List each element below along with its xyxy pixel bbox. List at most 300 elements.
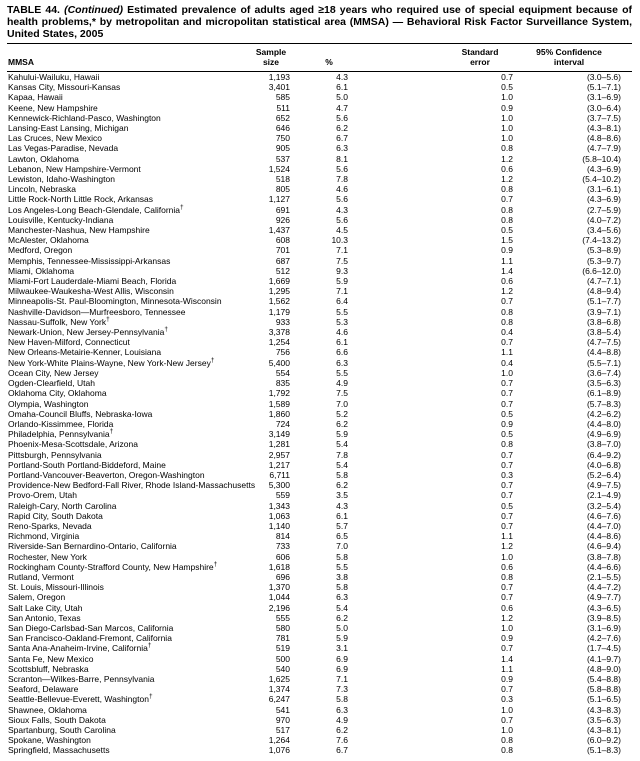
confidence-interval-cell: (5.7–8.3) (586, 398, 621, 409)
mmsa-cell: Nassau-Suffolk, New York† (8, 316, 110, 327)
standard-error-cell: 0.9 (501, 245, 513, 256)
column-header-ci-line1: 95% Confidence (536, 47, 602, 57)
percent-cell: 3.8 (336, 571, 348, 582)
percent-cell: 5.2 (336, 408, 348, 419)
sample-size-cell: 608 (275, 235, 290, 246)
confidence-interval-cell: (5.1–8.3) (586, 745, 621, 756)
standard-error-cell: 0.5 (501, 429, 513, 440)
mmsa-cell: New Orleans-Metairie-Kenner, Louisiana (8, 347, 162, 358)
percent-cell: 5.8 (336, 582, 348, 593)
table-row (7, 82, 632, 92)
table-row (7, 347, 632, 357)
standard-error-cell: 0.8 (501, 204, 513, 215)
sample-size-cell: 696 (275, 571, 290, 582)
confidence-interval-cell: (3.8–7.8) (586, 551, 621, 562)
sample-size-cell: 519 (275, 643, 290, 654)
table-row (7, 654, 632, 664)
percent-cell: 4.6 (336, 184, 348, 195)
percent-cell: 6.5 (336, 531, 348, 542)
standard-error-cell: 0.7 (501, 520, 513, 531)
standard-error-cell: 0.5 (501, 225, 513, 236)
sample-size-cell: 1,669 (268, 276, 290, 287)
percent-cell: 5.8 (336, 694, 348, 705)
standard-error-cell: 0.8 (501, 745, 513, 756)
table-row (7, 603, 632, 613)
standard-error-cell: 0.7 (501, 337, 513, 348)
standard-error-cell: 1.2 (501, 153, 513, 164)
table-row (7, 317, 632, 327)
dagger-footnote-marker: † (180, 203, 184, 211)
sample-size-cell: 585 (275, 92, 290, 103)
mmsa-cell: Provo-Orem, Utah (8, 490, 77, 501)
table-row (7, 531, 632, 541)
table-row (7, 409, 632, 419)
confidence-interval-cell: (5.5–7.1) (586, 357, 621, 368)
percent-cell: 6.2 (336, 123, 348, 134)
confidence-interval-cell: (5.2–6.4) (586, 469, 621, 480)
table-row (7, 429, 632, 439)
mmsa-cell: Las Vegas-Paradise, Nevada (8, 143, 119, 154)
standard-error-cell: 0.8 (501, 439, 513, 450)
table-row (7, 368, 632, 378)
percent-cell: 7.8 (336, 174, 348, 185)
table-row (7, 174, 632, 184)
confidence-interval-cell: (7.4–13.2) (582, 235, 621, 246)
standard-error-cell: 0.7 (501, 459, 513, 470)
mmsa-cell: Minneapolis-St. Paul-Bloomington, Minnesota-Wisconsin (8, 296, 222, 307)
sample-size-cell: 1,618 (268, 561, 290, 572)
table-row (7, 154, 632, 164)
confidence-interval-cell: (3.1–6.9) (586, 622, 621, 633)
standard-error-cell: 0.7 (501, 592, 513, 603)
standard-error-cell: 0.8 (501, 214, 513, 225)
confidence-interval-cell: (4.3–8.1) (586, 725, 621, 735)
table-row (7, 694, 632, 704)
sample-size-cell: 646 (275, 123, 290, 134)
percent-cell: 5.6 (336, 194, 348, 205)
mmsa-cell: Scottsbluff, Nebraska (8, 663, 89, 674)
mmsa-cell: Louisville, Kentucky-Indiana (8, 214, 114, 225)
mmsa-cell: Seaford, Delaware (8, 684, 79, 695)
standard-error-cell: 1.1 (501, 531, 513, 542)
confidence-interval-cell: (3.8–6.8) (586, 316, 621, 327)
table-row (7, 470, 632, 480)
percent-cell: 5.6 (336, 112, 348, 123)
mmsa-cell: Lebanon, New Hampshire-Vermont (8, 163, 141, 174)
sample-size-cell: 781 (275, 633, 290, 644)
column-header-standard-error (356, 44, 528, 72)
confidence-interval-cell: (3.0–6.4) (586, 102, 621, 113)
confidence-interval-cell: (4.8–8.6) (586, 133, 621, 144)
table-row (7, 490, 632, 500)
dagger-footnote-marker: † (148, 693, 153, 701)
table-row (7, 633, 632, 643)
percent-cell: 3.5 (336, 490, 348, 501)
percent-cell: 5.8 (336, 469, 348, 480)
sample-size-cell: 701 (275, 245, 290, 256)
column-header-sample-line1: Sample (255, 47, 287, 57)
sample-size-cell: 905 (275, 143, 290, 154)
confidence-interval-cell: (4.4–8.8) (586, 347, 621, 358)
confidence-interval-cell: (3.7–7.5) (586, 112, 621, 123)
standard-error-cell: 0.6 (501, 602, 513, 613)
mmsa-cell: San Diego-Carlsbad-San Marcos, California (8, 622, 174, 633)
confidence-interval-cell: (4.6–7.6) (586, 510, 621, 521)
confidence-interval-cell: (4.3–6.5) (586, 602, 621, 613)
table-row (7, 184, 632, 194)
percent-cell: 5.4 (336, 459, 348, 470)
confidence-interval-cell: (5.3–8.9) (586, 245, 621, 256)
percent-cell: 7.1 (336, 673, 348, 684)
mmsa-cell: Newark-Union, New Jersey-Pennsylvania† (8, 326, 168, 338)
confidence-interval-cell: (3.4–5.6) (586, 225, 621, 236)
confidence-interval-cell: (4.3–6.9) (586, 194, 621, 205)
mmsa-cell: Springfield, Massachusetts (8, 745, 110, 756)
table-title-text: Estimated prevalence of adults aged ≥18 years who required use of special equipment because of health problems,* by metropolitan and micropolitan statistical area (MMSA) — Behavioral Risk Factor Surveillance System, United States, 2005 (7, 4, 632, 40)
sample-size-cell: 1,625 (268, 673, 290, 684)
standard-error-cell: 1.0 (501, 92, 513, 103)
column-header-confidence-interval (528, 44, 632, 72)
standard-error-cell: 0.8 (501, 735, 513, 746)
standard-error-cell: 1.1 (501, 347, 513, 358)
mmsa-cell: Providence-New Bedford-Fall River, Rhode Island-Massachusetts (8, 480, 256, 491)
mmsa-cell: Miami, Oklahoma (8, 265, 75, 276)
standard-error-cell: 0.7 (501, 296, 513, 307)
sample-size-cell: 970 (275, 714, 290, 725)
mmsa-cell: Riverside-San Bernardino-Ontario, California (8, 541, 177, 552)
percent-cell: 6.7 (336, 745, 348, 756)
sample-size-cell: 687 (275, 255, 290, 266)
percent-cell: 4.9 (336, 378, 348, 389)
mmsa-cell: Ocean City, New Jersey (8, 367, 99, 378)
confidence-interval-cell: (3.0–5.6) (586, 72, 621, 82)
mmsa-cell: Lincoln, Nebraska (8, 184, 77, 195)
percent-cell: 6.1 (336, 510, 348, 521)
standard-error-cell: 1.1 (501, 663, 513, 674)
percent-cell: 3.1 (336, 643, 348, 654)
table-row (7, 256, 632, 266)
column-header-percent: % (302, 44, 356, 72)
confidence-interval-cell: (4.9–7.7) (586, 592, 621, 603)
column-header-se-line2: error (470, 57, 490, 67)
dagger-footnote-marker: † (106, 316, 110, 324)
percent-cell: 7.0 (336, 398, 348, 409)
sample-size-cell: 1,063 (268, 510, 290, 521)
confidence-interval-cell: (3.1–6.1) (586, 184, 621, 195)
percent-cell: 7.1 (336, 286, 348, 297)
standard-error-cell: 0.8 (501, 184, 513, 195)
percent-cell: 5.8 (336, 551, 348, 562)
mmsa-cell: San Francisco-Oakland-Fremont, California (8, 633, 172, 644)
standard-error-cell: 1.1 (501, 255, 513, 266)
mmsa-cell: Kahului-Wailuku, Hawaii (8, 72, 100, 82)
confidence-interval-cell: (3.8–5.4) (586, 327, 621, 338)
dagger-footnote-marker: † (164, 326, 168, 334)
mmsa-cell: Sioux Falls, South Dakota (8, 714, 106, 725)
sample-size-cell: 1,254 (268, 337, 290, 348)
confidence-interval-cell: (4.4–6.6) (586, 561, 621, 572)
table-row (7, 235, 632, 245)
percent-cell: 6.3 (336, 592, 348, 603)
table-row (7, 592, 632, 602)
percent-cell: 5.9 (336, 276, 348, 287)
table-row (7, 133, 632, 143)
percent-cell: 4.3 (336, 500, 348, 511)
sample-size-cell: 733 (275, 541, 290, 552)
confidence-interval-cell: (4.4–8.6) (586, 531, 621, 542)
mmsa-cell: Kapaa, Hawaii (8, 92, 63, 103)
standard-error-cell: 1.2 (501, 286, 513, 297)
confidence-interval-cell: (6.1–8.9) (586, 388, 621, 399)
table-row (7, 562, 632, 572)
percent-cell: 6.7 (336, 133, 348, 144)
confidence-interval-cell: (5.1–6.5) (586, 694, 621, 705)
table-row (7, 572, 632, 582)
standard-error-cell: 0.8 (501, 571, 513, 582)
table-row (7, 205, 632, 215)
sample-size-cell: 1,281 (268, 439, 290, 450)
mmsa-cell: Oklahoma City, Oklahoma (8, 388, 107, 399)
table-row (7, 399, 632, 409)
table-row (7, 388, 632, 398)
confidence-interval-cell: (4.8–9.0) (586, 663, 621, 674)
sample-size-cell: 1,217 (268, 459, 290, 470)
mmsa-cell: Nashville-Davidson—Murfreesboro, Tennessee (8, 306, 186, 317)
sample-size-cell: 835 (275, 378, 290, 389)
standard-error-cell: 1.0 (501, 704, 513, 715)
sample-size-cell: 926 (275, 214, 290, 225)
percent-cell: 4.3 (336, 72, 348, 82)
mmsa-cell: Rockingham County-Strafford County, New Hampshire† (8, 560, 218, 572)
mmsa-cell: Memphis, Tennessee-Mississippi-Arkansas (8, 255, 171, 266)
table-row (7, 266, 632, 276)
percent-cell: 7.3 (336, 684, 348, 695)
sample-size-cell: 1,370 (268, 582, 290, 593)
mmsa-cell: Spartanburg, South Carolina (8, 725, 116, 735)
sample-size-cell: 555 (275, 612, 290, 623)
sample-size-cell: 3,149 (268, 429, 290, 440)
sample-size-cell: 1,792 (268, 388, 290, 399)
confidence-interval-cell: (2.1–4.9) (586, 490, 621, 501)
mmsa-cell: Salem, Oregon (8, 592, 66, 603)
confidence-interval-cell: (3.9–7.1) (586, 306, 621, 317)
standard-error-cell: 1.5 (501, 235, 513, 246)
mmsa-cell: Miami-Fort Lauderdale-Miami Beach, Florida (8, 276, 177, 287)
sample-size-cell: 580 (275, 622, 290, 633)
table-row (7, 286, 632, 296)
confidence-interval-cell: (4.6–9.4) (586, 541, 621, 552)
standard-error-cell: 1.4 (501, 653, 513, 664)
mmsa-cell: Orlando-Kissimmee, Florida (8, 418, 114, 429)
sample-size-cell: 1,343 (268, 500, 290, 511)
percent-cell: 6.3 (336, 143, 348, 154)
sample-size-cell: 750 (275, 133, 290, 144)
mmsa-cell: McAlester, Oklahoma (8, 235, 89, 246)
sample-size-cell: 517 (275, 725, 290, 735)
table-row (7, 480, 632, 490)
standard-error-cell: 0.7 (501, 398, 513, 409)
percent-cell: 4.9 (336, 714, 348, 725)
confidence-interval-cell: (2.7–5.9) (586, 204, 621, 215)
confidence-interval-cell: (4.4–7.0) (586, 520, 621, 531)
percent-cell: 5.6 (336, 163, 348, 174)
table-row (7, 358, 632, 368)
sample-size-cell: 1,437 (268, 225, 290, 236)
mmsa-cell: Santa Fe, New Mexico (8, 653, 94, 664)
table-row (7, 113, 632, 123)
dagger-footnote-marker: † (147, 642, 152, 650)
percent-cell: 6.9 (336, 663, 348, 674)
percent-cell: 10.3 (331, 235, 348, 246)
confidence-interval-cell: (4.0–7.2) (586, 214, 621, 225)
confidence-interval-cell: (6.0–9.2) (586, 735, 621, 746)
sample-size-cell: 6,247 (268, 694, 290, 705)
table-row (7, 327, 632, 337)
mmsa-cell: Scranton—Wilkes-Barre, Pennsylvania (8, 673, 155, 684)
percent-cell: 5.9 (336, 633, 348, 644)
standard-error-cell: 0.7 (501, 714, 513, 725)
mmsa-cell: Portland-Vancouver-Beaverton, Oregon-Washington (8, 469, 205, 480)
table-row (7, 164, 632, 174)
table-row (7, 103, 632, 113)
confidence-interval-cell: (5.8–8.8) (586, 684, 621, 695)
sample-size-cell: 518 (275, 174, 290, 185)
mmsa-cell: Manchester-Nashua, New Hampshire (8, 225, 150, 236)
table-row (7, 705, 632, 715)
percent-cell: 7.8 (336, 449, 348, 460)
table-row (7, 552, 632, 562)
mmsa-cell: Portland-South Portland-Biddeford, Maine (8, 459, 166, 470)
sample-size-cell: 1,193 (268, 72, 290, 82)
confidence-interval-cell: (3.5–6.3) (586, 714, 621, 725)
sample-size-cell: 1,562 (268, 296, 290, 307)
mmsa-cell: Spokane, Washington (8, 735, 91, 746)
standard-error-cell: 0.7 (501, 582, 513, 593)
mmsa-cell: Richmond, Virginia (8, 531, 80, 542)
table-row (7, 378, 632, 388)
table-row (7, 501, 632, 511)
percent-cell: 4.3 (336, 204, 348, 215)
confidence-interval-cell: (3.9–8.5) (586, 612, 621, 623)
percent-cell: 7.6 (336, 735, 348, 746)
confidence-interval-cell: (4.7–7.5) (586, 337, 621, 348)
mmsa-cell: Lewiston, Idaho-Washington (8, 174, 115, 185)
table-row (7, 439, 632, 449)
confidence-interval-cell: (4.3–6.9) (586, 163, 621, 174)
table-row (7, 419, 632, 429)
table-row (7, 123, 632, 133)
mmsa-cell: Raleigh-Cary, North Carolina (8, 500, 117, 511)
standard-error-cell: 0.4 (501, 357, 513, 368)
mmsa-cell: Las Cruces, New Mexico (8, 133, 103, 144)
confidence-interval-cell: (6.6–12.0) (582, 265, 621, 276)
mmsa-cell: San Antonio, Texas (8, 612, 81, 623)
percent-cell: 5.6 (336, 214, 348, 225)
percent-cell: 5.0 (336, 92, 348, 103)
confidence-interval-cell: (4.1–9.7) (586, 653, 621, 664)
standard-error-cell: 0.9 (501, 633, 513, 644)
table-row (7, 72, 632, 83)
confidence-interval-cell: (3.1–6.9) (586, 92, 621, 103)
mmsa-cell: Shawnee, Oklahoma (8, 704, 87, 715)
standard-error-cell: 0.9 (501, 673, 513, 684)
sample-size-cell: 724 (275, 418, 290, 429)
sample-size-cell: 500 (275, 653, 290, 664)
table-row (7, 245, 632, 255)
standard-error-cell: 1.0 (501, 112, 513, 123)
mmsa-cell: Kennewick-Richland-Pasco, Washington (8, 112, 161, 123)
confidence-interval-cell: (5.3–9.7) (586, 255, 621, 266)
table-title-prefix: TABLE 44. (7, 4, 60, 16)
table-row (7, 194, 632, 204)
sample-size-cell: 1,589 (268, 398, 290, 409)
sample-size-cell: 1,524 (268, 163, 290, 174)
sample-size-cell: 756 (275, 347, 290, 358)
confidence-interval-cell: (4.7–7.9) (586, 143, 621, 154)
table-row (7, 541, 632, 551)
mmsa-cell: Phoenix-Mesa-Scottsdale, Arizona (8, 439, 138, 450)
percent-cell: 8.1 (336, 153, 348, 164)
mmsa-cell: Seattle-Bellevue-Everett, Washington† (8, 693, 153, 705)
confidence-interval-cell: (4.3–8.1) (586, 123, 621, 134)
percent-cell: 4.6 (336, 327, 348, 338)
table-row (7, 643, 632, 653)
standard-error-cell: 0.8 (501, 306, 513, 317)
mmsa-cell: Pittsburgh, Pennsylvania (8, 449, 102, 460)
column-header-sample-line2: size (262, 57, 280, 67)
standard-error-cell: 0.7 (501, 449, 513, 460)
sample-size-cell: 512 (275, 265, 290, 276)
mmsa-cell: Rapid City, South Dakota (8, 510, 103, 521)
standard-error-cell: 0.6 (501, 561, 513, 572)
standard-error-cell: 0.7 (501, 643, 513, 654)
mmsa-cell: Little Rock-North Little Rock, Arkansas (8, 194, 154, 205)
sample-size-cell: 1,860 (268, 408, 290, 419)
sample-size-cell: 1,127 (268, 194, 290, 205)
standard-error-cell: 1.2 (501, 174, 513, 185)
standard-error-cell: 0.7 (501, 388, 513, 399)
confidence-interval-cell: (2.1–5.5) (586, 571, 621, 582)
sample-size-cell: 691 (275, 204, 290, 215)
percent-cell: 6.9 (336, 653, 348, 664)
table-row (7, 684, 632, 694)
standard-error-cell: 0.8 (501, 316, 513, 327)
mmsa-cell: Los Angeles-Long Beach-Glendale, California† (8, 203, 184, 215)
percent-cell: 6.3 (336, 704, 348, 715)
confidence-interval-cell: (3.8–7.0) (586, 439, 621, 450)
percent-cell: 5.0 (336, 622, 348, 633)
percent-cell: 5.5 (336, 306, 348, 317)
confidence-interval-cell: (5.1–7.7) (586, 296, 621, 307)
header-row (7, 44, 632, 72)
sample-size-cell: 1,295 (268, 286, 290, 297)
column-header-sample-size (240, 44, 302, 72)
confidence-interval-cell: (4.3–8.3) (586, 704, 621, 715)
standard-error-cell: 1.0 (501, 622, 513, 633)
sample-size-cell: 2,196 (268, 602, 290, 613)
table-row (7, 664, 632, 674)
column-header-se-line1: Standard (461, 47, 499, 57)
mmsa-cell: New York-White Plains-Wayne, New York-New Jersey† (8, 356, 215, 368)
dagger-footnote-marker: † (210, 356, 215, 364)
standard-error-cell: 0.7 (501, 684, 513, 695)
confidence-interval-cell: (4.2–6.2) (586, 408, 621, 419)
confidence-interval-cell: (5.1–7.1) (586, 82, 621, 93)
table-row (7, 725, 632, 735)
percent-cell: 7.1 (336, 245, 348, 256)
percent-cell: 5.7 (336, 520, 348, 531)
standard-error-cell: 0.7 (501, 378, 513, 389)
